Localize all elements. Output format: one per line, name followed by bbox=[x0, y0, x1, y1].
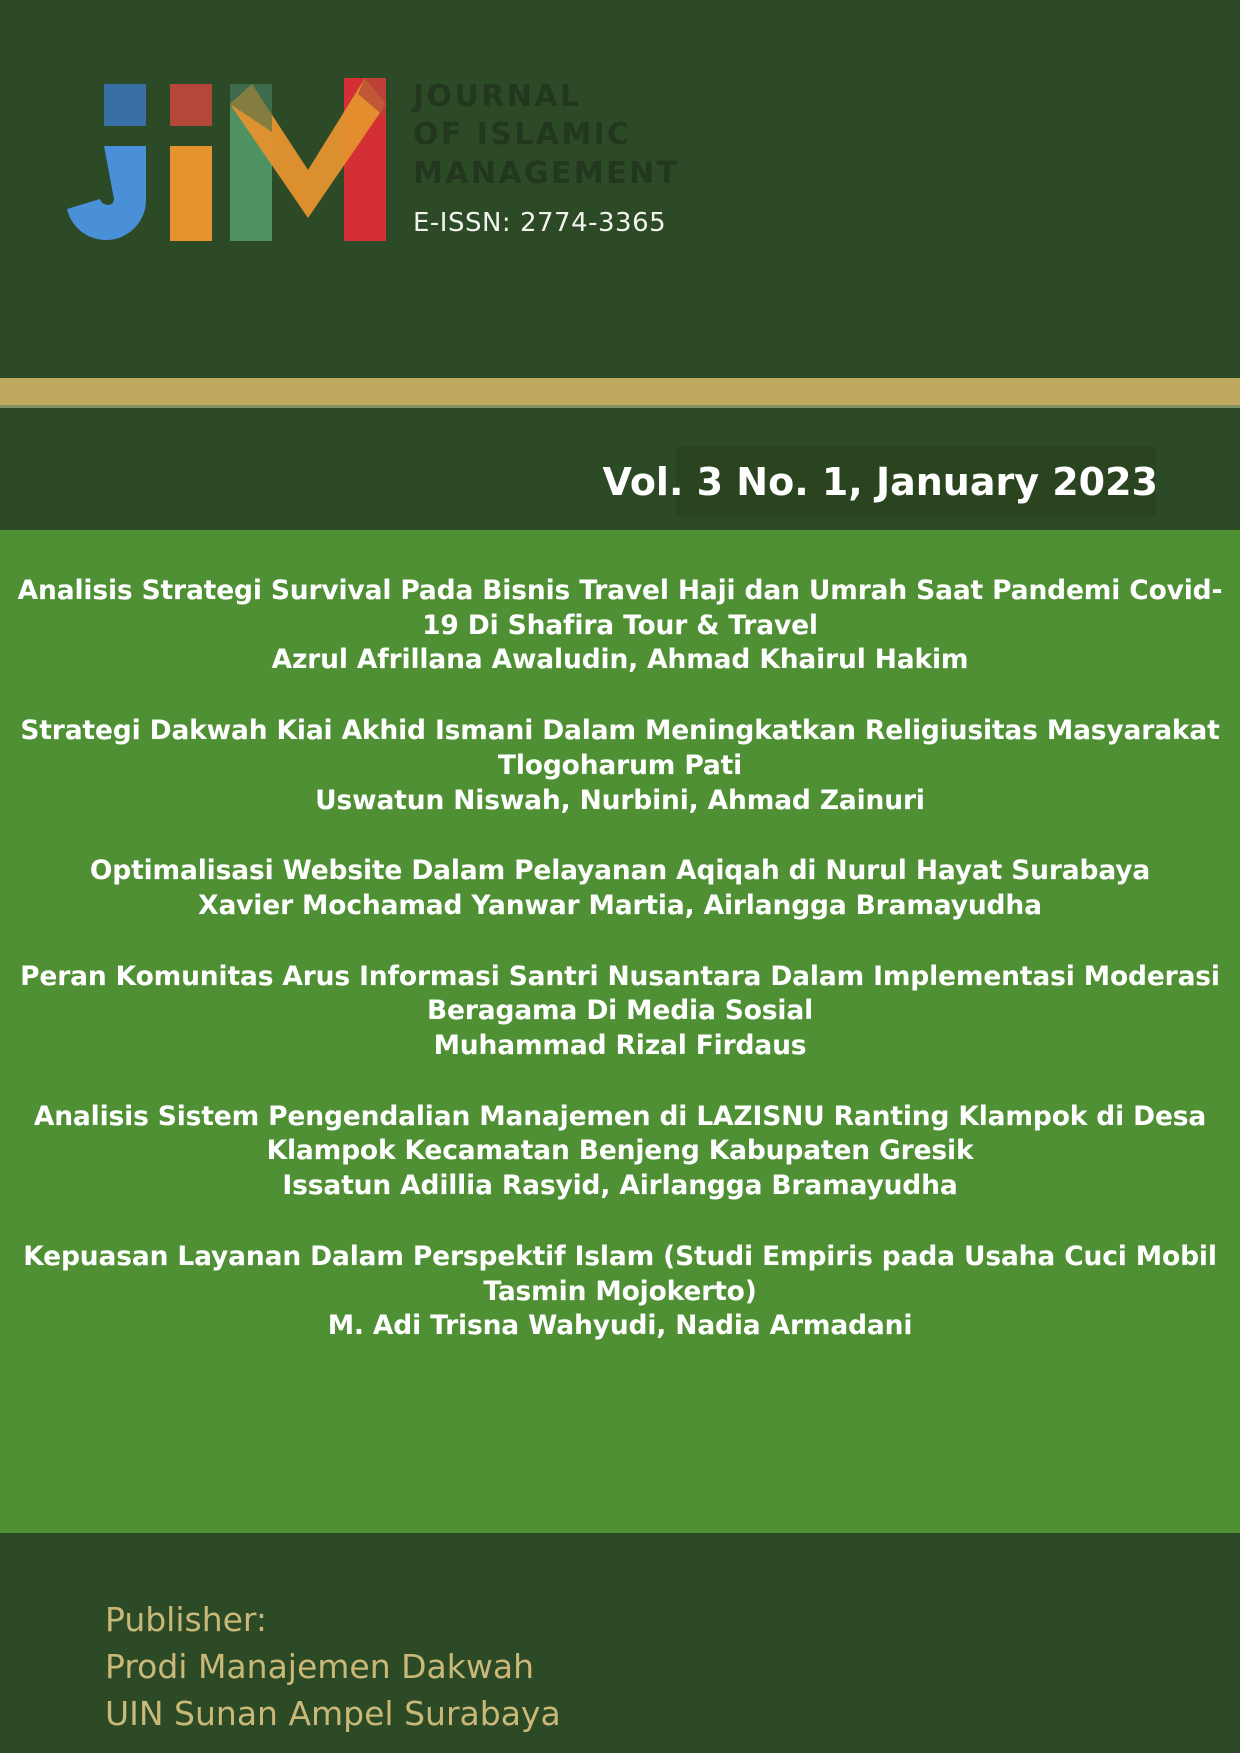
jim-logo-icon bbox=[62, 60, 462, 255]
article-title: Analisis Sistem Pengendalian Manajemen di LAZISNU Ranting Klampok di Desa Klampok Kecamatan Benjeng Kabupaten Gresik bbox=[33, 1100, 1207, 1167]
eissn-label: E-ISSN: 2774-3365 bbox=[413, 208, 667, 238]
article-authors: Muhammad Rizal Firdaus bbox=[433, 1030, 807, 1062]
list-item[interactable] bbox=[16, 960, 1224, 1064]
article-authors: Azrul Afrillana Awaludin, Ahmad Khairul Hakim bbox=[271, 644, 969, 676]
article-authors: Xavier Mochamad Yanwar Martia, Airlangga Bramayudha bbox=[198, 889, 1042, 921]
gold-divider bbox=[0, 378, 1240, 405]
list-item[interactable] bbox=[16, 574, 1224, 678]
journal-wordmark bbox=[413, 78, 933, 193]
table-of-contents bbox=[0, 574, 1240, 1344]
article-title: Analisis Strategi Survival Pada Bisnis Travel Haji dan Umrah Saat Pandemi Covid-19 Di Shafira Tour & Travel bbox=[17, 575, 1223, 641]
article-title: Peran Komunitas Arus Informasi Santri Nusantara Dalam Implementasi Moderasi Beragama Di Media Sosial bbox=[20, 960, 1220, 1027]
issue-label: Vol. 3 No. 1, January 2023 bbox=[602, 460, 1158, 504]
list-item[interactable] bbox=[16, 1100, 1224, 1204]
article-authors: Uswatun Niswah, Nurbini, Ahmad Zainuri bbox=[315, 784, 925, 816]
publisher-institution: UIN Sunan Ampel Surabaya bbox=[105, 1693, 561, 1733]
publisher-block bbox=[105, 1597, 561, 1738]
wordmark-line-1: JOURNAL bbox=[413, 79, 582, 114]
header-band bbox=[0, 0, 1240, 378]
jim-logo bbox=[62, 60, 462, 255]
article-authors: M. Adi Trisna Wahyudi, Nadia Armadani bbox=[327, 1310, 913, 1342]
contents-band bbox=[0, 530, 1240, 1533]
list-item[interactable] bbox=[16, 854, 1224, 923]
publisher-label: Publisher: bbox=[105, 1600, 268, 1639]
article-title: Kepuasan Layanan Dalam Perspektif Islam (Studi Empiris pada Usaha Cuci Mobil Tasmin Mojokerto) bbox=[23, 1240, 1217, 1307]
article-title: Optimalisasi Website Dalam Pelayanan Aqiqah di Nurul Hayat Surabaya bbox=[89, 855, 1151, 887]
publisher-department: Prodi Manajemen Dakwah bbox=[105, 1646, 534, 1686]
list-item[interactable] bbox=[16, 714, 1224, 818]
list-item[interactable] bbox=[16, 1240, 1224, 1344]
article-authors: Issatun Adillia Rasyid, Airlangga Bramayudha bbox=[282, 1170, 958, 1202]
article-title: Strategi Dakwah Kiai Akhid Ismani Dalam Meningkatkan Religiusitas Masyarakat Tlogoharum Pati bbox=[20, 715, 1220, 781]
footer-band bbox=[0, 1533, 1240, 1753]
wordmark-line-3: MANAGEMENT bbox=[413, 155, 680, 191]
wordmark-line-2: OF ISLAMIC bbox=[413, 117, 632, 153]
issue-band bbox=[0, 408, 1240, 530]
